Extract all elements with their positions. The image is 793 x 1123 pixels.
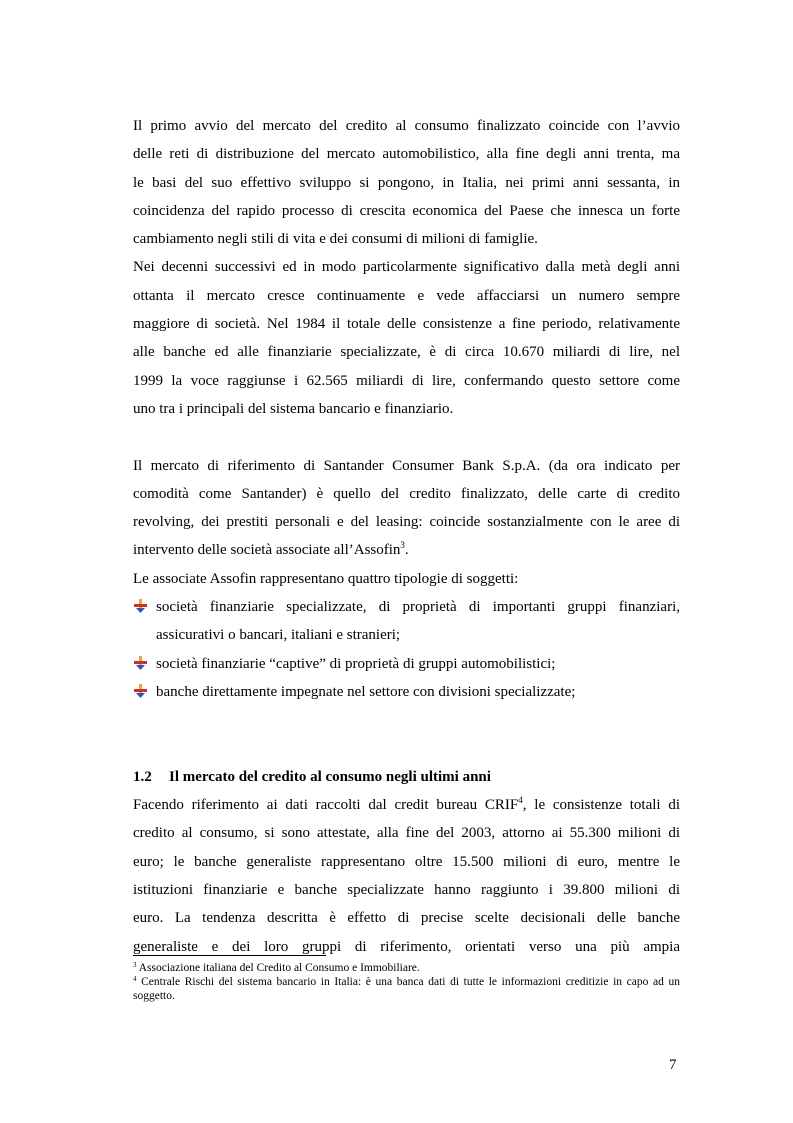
paragraph-associates: Le associate Assofin rappresentano quattro tipologie di soggetti: [133,570,519,587]
footnote-ref[interactable]: 3 [400,540,405,551]
section-number: 1.2 [133,768,152,785]
text-line: alle banche ed alle finanziarie specializzate, è di circa 10.670 miliardi di lire, nel [133,344,680,361]
text-line: Il mercato di riferimento di Santander Consumer Bank S.p.A. (da ora indicato per [133,457,680,474]
section-heading [133,763,680,791]
text-line: generaliste e dei loro gruppi di riferimento, orientati verso una più ampia [133,938,680,955]
text-line: assicurativi o bancari, italiani e stranieri; [156,627,401,644]
list-item [133,650,680,678]
list-item [133,678,680,706]
footnote-ref[interactable]: 4 [518,795,523,806]
text-fragment: , le consistenze totali di [522,797,681,814]
text-line: coincidenza del rapido processo di crescita economica del Paese che innesca un forte [133,202,680,219]
text-line: cambiamento negli stili di vita e dei consumi di milioni di famiglie. [133,231,538,248]
text-line: delle reti di distribuzione del mercato automobilistico, alla fine degli anni trenta, ma [133,146,680,163]
paragraph-santander [133,452,680,565]
text-line: società finanziarie specializzate, di proprietà di importanti gruppi finanziari, [156,599,680,616]
footnote [133,961,680,975]
page-number: 7 [669,1057,677,1073]
text-fragment: intervento delle società associate all’Assofin [133,542,401,559]
footnote [133,975,680,1003]
paragraph-crif [133,791,680,961]
text-line: maggiore di società. Nel 1984 il totale delle consistenze a fine periodo, relativamente [133,316,680,333]
list-item [133,593,680,650]
text-line [133,536,680,564]
text-line: euro. La tendenza descritta è effetto di precise scelte decisionali delle banche [133,910,680,927]
bullet-arrow-icon [134,684,148,698]
footnote-number: 3 [133,961,137,969]
text-line: istituzioni finanziarie e banche specializzate hanno raggiunto i 39.800 milioni di [133,882,680,899]
text-line: revolving, dei prestiti personali e del leasing: coincide sostanzialmente con le aree di [133,514,680,531]
text-line: Il primo avvio del mercato del credito al consumo finalizzato coincide con l’avvio [133,118,680,134]
text-fragment: . [404,542,409,559]
text-line: società finanziarie “captive” di proprietà di gruppi automobilistici; [156,655,556,672]
text-line: uno tra i principali del sistema bancario e finanziario. [133,400,454,417]
text-line: le basi del suo effettivo sviluppo si pongono, in Italia, nei primi anni sessanta, in [133,174,680,191]
footnote-divider [133,955,326,956]
text-line: credito al consumo, si sono attestate, alla fine del 2003, attorno ai 55.300 milioni di [133,825,680,842]
section-title: Il mercato del credito al consumo negli ultimi anni [169,768,491,785]
footnotes [133,961,680,1003]
footnote-number: 4 [133,975,137,983]
text-line: ottanta il mercato cresce continuamente e vede affacciarsi un numero sempre [133,287,680,304]
paragraph-decades [133,253,680,423]
footnote-text: Associazione italiana del Credito al Consumo e Immobiliare. [138,962,420,974]
bullet-arrow-icon [134,656,148,670]
footnote-text: Centrale Rischi del sistema bancario in Italia: è una banca dati di tutte le informazioni creditizie in capo ad un soggetto. [133,976,681,1002]
page-body [133,112,680,961]
text-line: comodità come Santander) è quello del credito finalizzato, delle carte di credito [133,485,680,502]
text-line: 1999 la voce raggiunse i 62.565 miliardi di lire, confermando questo settore come [133,372,680,389]
paragraph-intro [133,112,680,253]
text-line: Nei decenni successivi ed in modo particolarmente significativo dalla metà degli anni [133,259,680,276]
text-fragment: Facendo riferimento ai dati raccolti dal credit bureau CRIF [133,797,519,814]
text-line: euro; le banche generaliste rappresentano oltre 15.500 milioni di euro, mentre le [133,853,680,870]
bullet-arrow-icon [134,599,148,613]
text-line: banche direttamente impegnate nel settore con divisioni specializzate; [156,683,576,700]
text-line [133,791,680,819]
